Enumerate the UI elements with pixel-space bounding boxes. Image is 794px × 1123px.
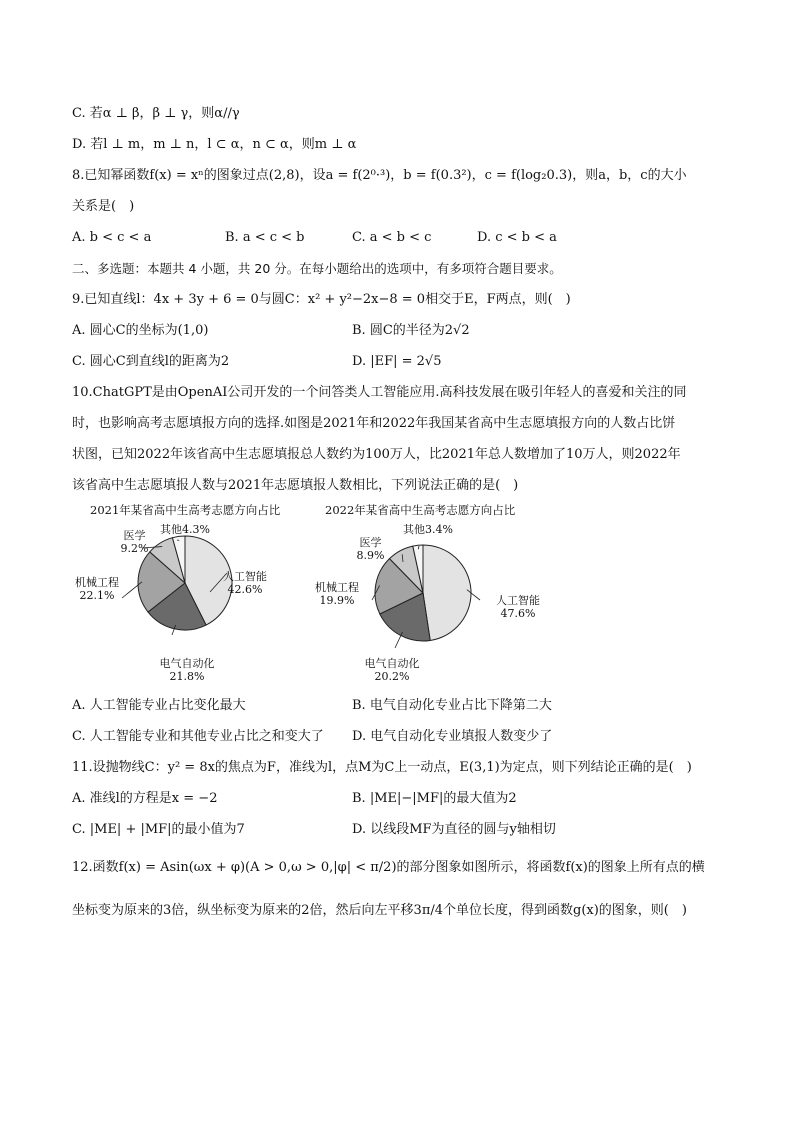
- q12-stem-line2: 坐标变为原来的3倍，纵坐标变为原来的2倍，然后向左平移3π/4个单位长度，得到函数g(x)的图象，则( ): [72, 903, 687, 918]
- pie-2021-label-medicine-name: 医学: [123, 529, 146, 542]
- q8-option-b: B. a < c < b: [225, 230, 305, 245]
- q10-stem-line2: 时，也影响高考志愿填报方向的选择.如图是2021年和2022年我国某省高中生志愿填报方向的人数占比饼: [72, 416, 676, 431]
- q9-option-a: A. 圆心C的坐标为(1,0): [72, 323, 209, 338]
- pie-2021-title: 2021年某省高中生高考志愿方向占比: [90, 503, 281, 517]
- pie-2022-label-medicine-name: 医学: [359, 536, 382, 549]
- q10-stem-line1: 10.ChatGPT是由OpenAI公司开发的一个问答类人工智能应用.高科技发展在吸引年轻人的喜爱和关注的同: [72, 385, 687, 400]
- q10-option-c: C. 人工智能专业和其他专业占比之和变大了: [72, 729, 324, 744]
- q8-stem-line1: 8.已知幂函数f(x) = xⁿ的图象过点(2,8)，设a = f(2⁰·³)，b = f(0.3²)，c = f(log₂0.3)，则a，b，c的大小: [72, 168, 687, 183]
- pie-2021-label-electrical-name: 电气自动化: [159, 657, 215, 670]
- pie-2022-label-other-name: 其他: [403, 523, 425, 536]
- pie-2021-label-electrical-value: 21.8%: [169, 670, 205, 683]
- q11-stem: 11.设抛物线C：y² = 8x的焦点为F，准线为l，点M为C上一动点，E(3,1)为定点，则下列结论正确的是( ): [72, 760, 692, 775]
- q8-option-d: D. c < b < a: [477, 230, 557, 245]
- q9-option-c: C. 圆心C到直线l的距离为2: [72, 354, 230, 369]
- q8-option-c: C. a < b < c: [352, 230, 432, 245]
- pie-2022-label-electrical-value: 20.2%: [374, 670, 410, 683]
- pie-2022-label-ai-value: 47.6%: [500, 607, 536, 620]
- pie-2021-label-mechanical-name: 机械工程: [75, 576, 119, 589]
- pie-2021-label-other-name: 其他: [160, 523, 182, 536]
- q10-stem-line3: 状图，已知2022年该省高中生志愿填报总人数约为100万人，比2021年总人数增加了10万人，则2022年: [72, 447, 681, 462]
- pie-2021-label-medicine-value: 9.2%: [120, 542, 149, 555]
- pie-2021-label-electrical: [147, 657, 227, 683]
- pie-2022-label-mechanical-name: 机械工程: [315, 581, 359, 594]
- q10-option-a: A. 人工智能专业占比变化最大: [72, 698, 246, 713]
- pie-2021-label-ai-value: 42.6%: [227, 583, 263, 596]
- q7-option-d: D. 若l ⊥ m，m ⊥ n，l ⊂ α，n ⊂ α，则m ⊥ α: [72, 137, 357, 152]
- pie-2022-label-ai-name: 人工智能: [496, 594, 540, 607]
- section-multiple-choice-header: 二、多选题：本题共 4 小题，共 20 分。在每小题给出的选项中，有多项符合题目要求。: [72, 261, 562, 276]
- pie-2021-label-ai: [205, 570, 285, 596]
- q9-stem: 9.已知直线l：4x + 3y + 6 = 0与圆C：x² + y²−2x−8 = 0相交于E，F两点，则( ): [72, 292, 571, 307]
- pie-2021-label-other-value: 4.3%: [182, 523, 210, 536]
- pie-2022-title: 2022年某省高中生高考志愿方向占比: [325, 503, 516, 517]
- q11-option-c: C. |ME| + |MF|的最小值为7: [72, 822, 245, 837]
- pie-2022-slice-ai: [423, 545, 471, 640]
- pie-2022-label-medicine: [348, 536, 393, 562]
- pie-2022-label-ai: [478, 594, 558, 620]
- q9-option-b: B. 圆C的半径为2√2: [352, 323, 470, 338]
- q12-stem-line1: 12.函数f(x) = Asin(ωx + φ)(A > 0,ω > 0,|φ| < π/2)的部分图象如图所示，将函数f(x)的图象上所有点的横: [72, 860, 705, 875]
- pie-2021-label-ai-name: 人工智能: [223, 570, 267, 583]
- q7-option-c: C. 若α ⊥ β，β ⊥ γ，则α//γ: [72, 106, 240, 121]
- q8-stem-line2: 关系是( ): [72, 199, 135, 214]
- q8-option-a: A. b < c < a: [72, 230, 152, 245]
- pie-2021-label-mechanical-value: 22.1%: [79, 589, 115, 602]
- pie-2022-label-electrical-name: 电气自动化: [364, 657, 420, 670]
- q10-option-d: D. 电气自动化专业填报人数变少了: [352, 729, 553, 744]
- pie-2021-label-mechanical: [62, 576, 132, 602]
- pie-2022-label-mechanical: [302, 581, 372, 607]
- q11-option-a: A. 准线l的方程是x = −2: [72, 791, 218, 806]
- pie-2022-label-mechanical-value: 19.9%: [319, 594, 355, 607]
- q11-option-d: D. 以线段MF为直径的圆与y轴相切: [352, 822, 556, 837]
- pie-2022-label-electrical: [352, 657, 432, 683]
- pie-2021-label-other: [160, 523, 230, 536]
- pie-2022-label-other: [403, 523, 473, 536]
- q10-option-b: B. 电气自动化专业占比下降第二大: [352, 698, 552, 713]
- q10-stem-line4: 该省高中生志愿填报人数与2021年志愿填报人数相比，下列说法正确的是( ): [72, 478, 519, 493]
- pie-2022-label-medicine-value: 8.9%: [356, 549, 385, 562]
- pie-2022-label-other-value: 3.4%: [425, 523, 453, 536]
- q11-option-b: B. |ME|−|MF|的最大值为2: [352, 791, 517, 806]
- q9-option-d: D. |EF| = 2√5: [352, 354, 442, 369]
- pie-2021-label-medicine: [112, 529, 157, 555]
